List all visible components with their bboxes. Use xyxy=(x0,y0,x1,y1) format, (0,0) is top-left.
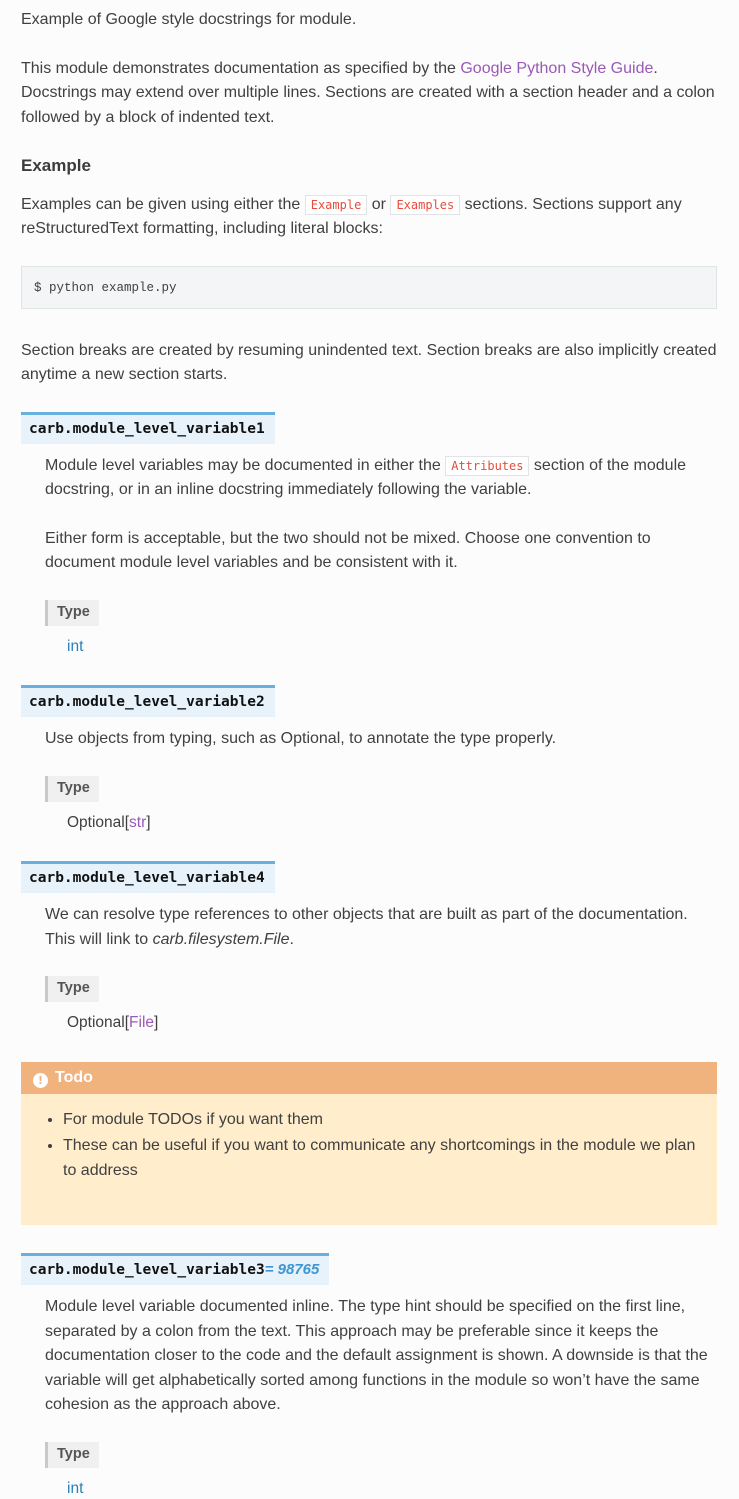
definition-body xyxy=(45,903,717,1036)
text-segment: We can resolve type references to other objects that are built as part of the documentation. This will link to xyxy=(45,906,688,948)
todo-admonition-title xyxy=(21,1062,717,1094)
type-link-int[interactable]: int xyxy=(67,638,83,655)
examples-paragraph xyxy=(21,193,717,242)
todo-list xyxy=(33,1108,705,1184)
type-link-file[interactable]: File xyxy=(129,1014,154,1031)
type-link-int[interactable]: int xyxy=(67,1480,83,1497)
type-field-value xyxy=(67,1477,717,1499)
description-paragraph: Either form is acceptable, but the two should not be mixed. Choose one convention to document module level variables and be consistent with it. xyxy=(45,527,717,576)
type-field-label: Type xyxy=(45,1442,99,1468)
type-field-label: Type xyxy=(45,976,99,1002)
type-field-value xyxy=(67,811,717,836)
inline-code-attributes: Attributes xyxy=(445,456,529,476)
signature-module-level-variable3 xyxy=(21,1253,329,1285)
type-field-value xyxy=(67,1011,717,1036)
signature-module-level-variable4 xyxy=(21,861,275,893)
text-segment: Module level variables may be documented in either the xyxy=(45,457,445,474)
todo-admonition-body xyxy=(21,1094,717,1226)
signature-name: carb.module_level_variable1 xyxy=(29,421,265,437)
signature-name: carb.module_level_variable3 xyxy=(29,1262,265,1278)
signature-default-value: = 98765 xyxy=(265,1261,320,1278)
definition-body xyxy=(45,727,717,835)
text-segment: Optional[ xyxy=(67,814,129,831)
description-paragraph: Use objects from typing, such as Optional, to annotate the type properly. xyxy=(45,727,717,752)
definition-module-level-variable3 xyxy=(21,1253,717,1499)
inline-code-examples: Examples xyxy=(390,195,460,215)
type-link-str[interactable]: str xyxy=(129,814,146,831)
example-heading: Example xyxy=(21,154,717,179)
section-breaks-paragraph: Section breaks are created by resuming unindented text. Section breaks are also implicitly created anytime a new section starts. xyxy=(21,339,717,388)
text-segment: Examples can be given using either the xyxy=(21,196,305,213)
todo-admonition xyxy=(21,1062,717,1226)
filesystem-file-reference: carb.filesystem.File xyxy=(153,931,290,948)
text-segment: or xyxy=(367,196,390,213)
definition-module-level-variable4 xyxy=(21,861,717,1036)
google-style-guide-link[interactable]: Google Python Style Guide xyxy=(460,60,653,77)
intro-paragraph: Example of Google style docstrings for module. xyxy=(21,8,717,33)
module-description-paragraph xyxy=(21,57,717,131)
text-segment: section of the module docstring, or in an inline docstring immediately following the variable. xyxy=(45,457,686,499)
type-field xyxy=(45,776,717,836)
code-text: $ python example.py xyxy=(34,281,177,295)
description-paragraph xyxy=(45,903,717,952)
signature-name: carb.module_level_variable2 xyxy=(29,694,265,710)
definition-module-level-variable2 xyxy=(21,685,717,835)
text-segment: sections. Sections support any reStructuredText formatting, including literal blocks: xyxy=(21,196,682,238)
type-field-label: Type xyxy=(45,600,99,626)
definition-module-level-variable1 xyxy=(21,412,717,660)
todo-list-item: • For module TODOs if you want them xyxy=(63,1108,705,1133)
text-segment: This module demonstrates documentation as specified by the xyxy=(21,60,460,77)
signature-module-level-variable2 xyxy=(21,685,275,717)
text-segment: ] xyxy=(154,1014,158,1031)
description-paragraph: Module level variable documented inline. The type hint should be specified on the first line, separated by a colon from the text. This approach may be preferable since it keeps the documentation closer to the code and the default assignment is shown. A downside is that the variable will get alphabetically sorted among functions in the module so won’t have the same cohesion as the approach above. xyxy=(45,1295,717,1418)
exclamation-circle-icon: ! xyxy=(33,1073,48,1088)
definition-body xyxy=(45,1295,717,1499)
text-segment: ] xyxy=(146,814,150,831)
signature-module-level-variable1 xyxy=(21,412,275,444)
description-paragraph xyxy=(45,454,717,503)
definition-body xyxy=(45,454,717,660)
type-field-value xyxy=(67,635,717,660)
text-segment: . xyxy=(290,931,294,948)
type-field xyxy=(45,600,717,660)
text-segment: Optional[ xyxy=(67,1014,129,1031)
inline-code-example: Example xyxy=(305,195,368,215)
signature-name: carb.module_level_variable4 xyxy=(29,870,265,886)
type-field xyxy=(45,1442,717,1499)
type-field xyxy=(45,976,717,1036)
literal-code-block xyxy=(21,266,717,309)
todo-list-item: • These can be useful if you want to communicate any shortcomings in the module we plan to address xyxy=(63,1134,705,1183)
todo-title-text: Todo xyxy=(55,1069,93,1086)
type-field-label: Type xyxy=(45,776,99,802)
text-segment: . Docstrings may extend over multiple lines. Sections are created with a section header and a colon followed by a block of indented text. xyxy=(21,60,715,126)
